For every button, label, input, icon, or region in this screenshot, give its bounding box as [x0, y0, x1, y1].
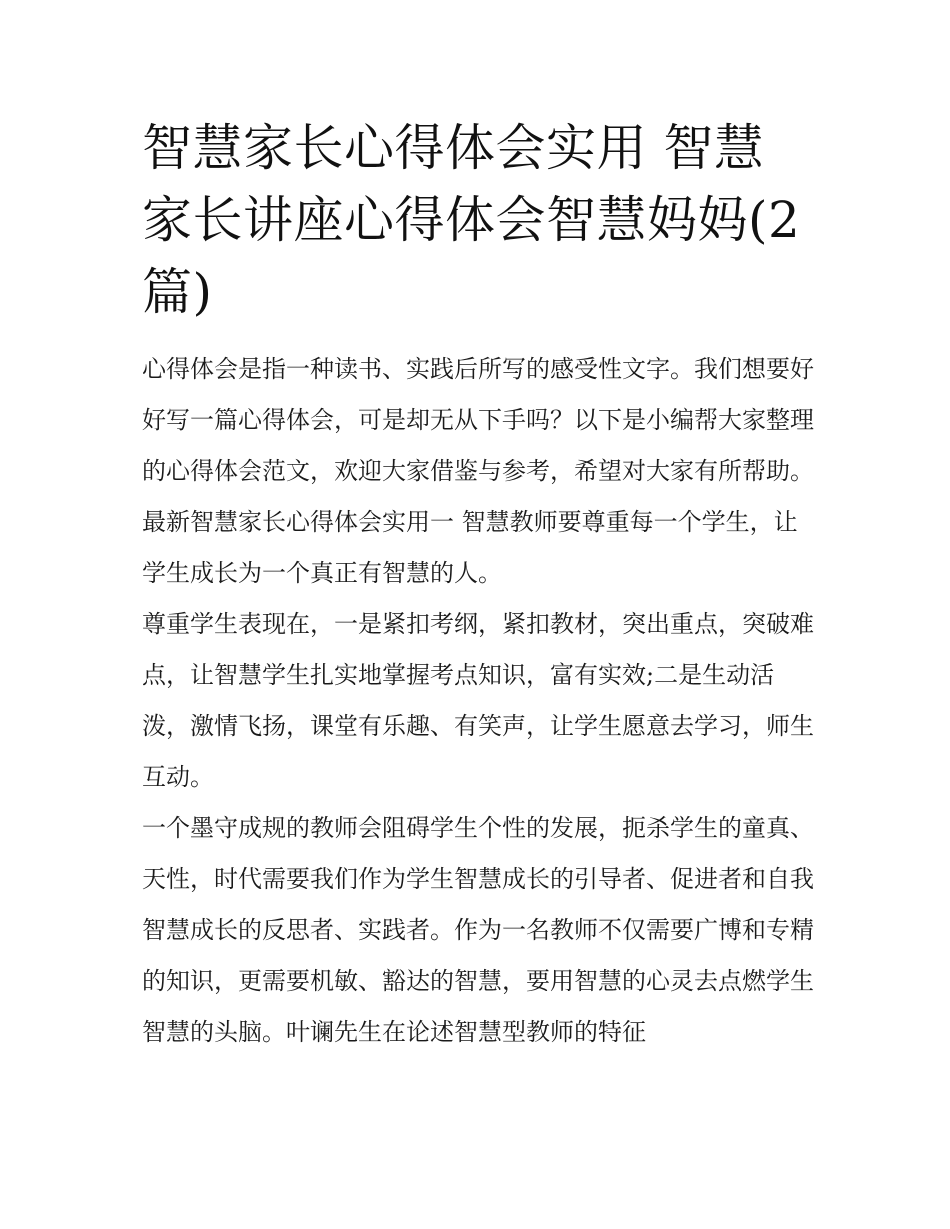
paragraph-teacher: 一个墨守成规的教师会阻碍学生个性的发展，扼杀学生的童真、天性，时代需要我们作为学生智慧成长的引导者、促进者和自我智慧成长的反思者、实践者。作为一名教师不仅需要广博和专精的知识，更需要机敏、豁达的智慧，要用智慧的心灵去点燃学生智慧的头脑。叶谰先生在论述智慧型教师的特征	[142, 814, 814, 1046]
paragraph-respect: 尊重学生表现在，一是紧扣考纲，紧扣教材，突出重点，突破难点，让智慧学生扎实地掌握考点知识，富有实效;二是生动活泼，激情飞扬，课堂有乐趣、有笑声，让学生愿意去学习，师生互动。	[142, 610, 814, 791]
paragraph-intro: 心得体会是指一种读书、实践后所写的感受性文字。我们想要好好写一篇心得体会，可是却无从下手吗？以下是小编帮大家整理的心得体会范文，欢迎大家借鉴与参考，希望对大家有所帮助。	[142, 355, 814, 485]
document-title: 智慧家长心得体会实用 智慧家长讲座心得体会智慧妈妈(2篇)	[142, 119, 801, 321]
paragraph-section-one: 最新智慧家长心得体会实用一 智慧教师要尊重每一个学生，让学生成长为一个真正有智慧的人。	[142, 508, 798, 587]
document-page	[142, 112, 814, 1058]
